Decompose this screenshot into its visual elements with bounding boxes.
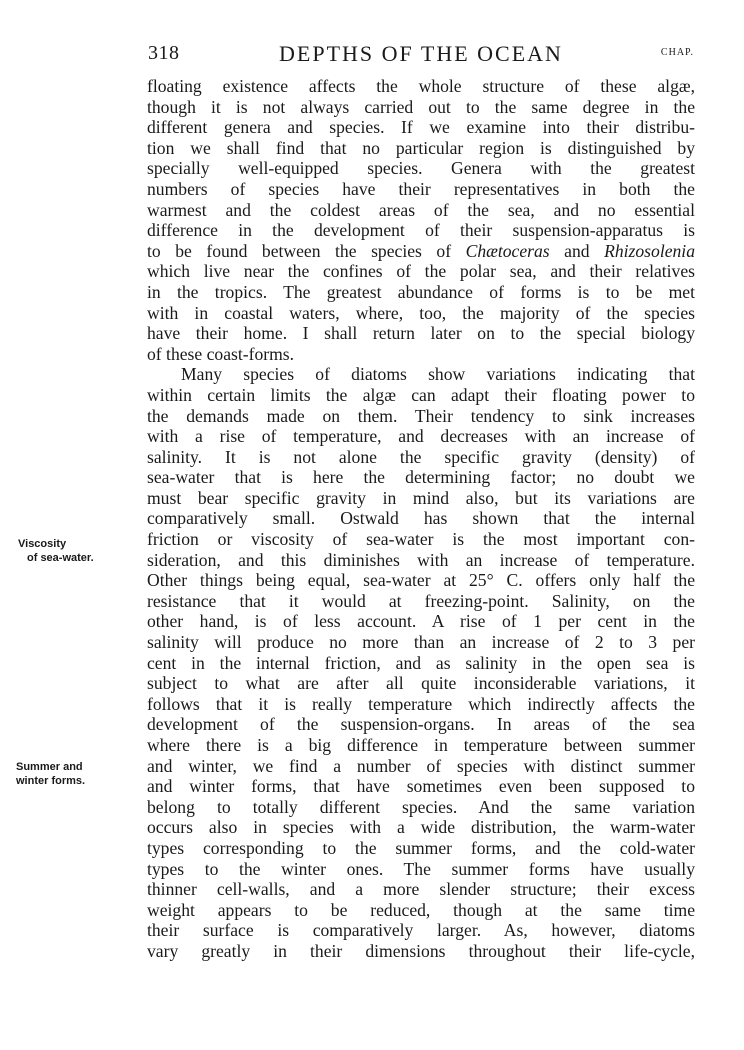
text-line: tion we shall find that no particular region is distinguished by bbox=[147, 137, 695, 158]
text-line: floating existence affects the whole structure of these algæ, bbox=[147, 76, 695, 96]
text-line: types to the winter ones. The summer forms have usually bbox=[147, 858, 695, 879]
text-line: Many species of diatoms show variations indicating that bbox=[181, 364, 695, 385]
genus-name: Chætoceras bbox=[465, 240, 550, 261]
text-line: their surface is comparatively larger. As, however, diatoms bbox=[147, 920, 695, 941]
text-line: and winter, we find a number of species with distinct summer bbox=[147, 755, 695, 776]
text-line: weight appears to be reduced, though at the same time bbox=[147, 899, 695, 920]
text-line: follows that it is really temperature which indirectly affects the bbox=[147, 693, 695, 714]
text-line: different genera and species. If we examine into their distribu- bbox=[147, 117, 695, 138]
margin-note-line: winter forms. bbox=[16, 775, 86, 787]
text-line: subject to what are after all quite inconsiderable variations, it bbox=[147, 673, 695, 694]
text-line: specially well-equipped species. Genera with the greatest bbox=[147, 158, 695, 179]
text-line: have their home. I shall return later on to the special biology bbox=[147, 323, 695, 344]
text-line: with in coastal waters, where, too, the majority of the species bbox=[147, 302, 695, 323]
text-line: sea-water that is here the determining factor; no doubt we bbox=[147, 467, 695, 488]
text-line: cent in the internal friction, and as salinity in the open sea is bbox=[147, 652, 695, 673]
running-title: DEPTHS OF THE OCEAN bbox=[279, 41, 563, 66]
text-line: and winter forms, that have sometimes even been supposed to bbox=[147, 776, 695, 797]
text-line: difference in the development of their suspension-apparatus is bbox=[147, 220, 695, 241]
chapter-mark: CHAP. bbox=[660, 47, 694, 58]
text-line: occurs also in species with a wide distribution, the warm-water bbox=[147, 817, 695, 838]
text-line: friction or viscosity of sea-water is the most important con- bbox=[147, 529, 695, 550]
text-line: warmest and the coldest areas of the sea, and no essential bbox=[147, 199, 695, 220]
text-line: numbers of species have their representatives in both the bbox=[147, 178, 695, 199]
text-line: belong to totally different species. And the same variation bbox=[147, 796, 695, 817]
text-line: where there is a big difference in temperature between summer bbox=[147, 735, 695, 755]
margin-note-line: Viscosity bbox=[18, 538, 67, 550]
text-line: types corresponding to the summer forms, and the cold-water bbox=[147, 837, 695, 858]
text-line: comparatively small. Ostwald has shown that the internal bbox=[147, 508, 695, 529]
genus-name: Rhizosolenia bbox=[604, 240, 695, 261]
text-line: development of the suspension-organs. In areas of the sea bbox=[147, 714, 695, 735]
text-line: Other things being equal, sea-water at 25° C. offers only half the bbox=[147, 570, 695, 591]
text-line: sideration, and this diminishes with an increase of temperature. bbox=[147, 549, 695, 570]
text-line: salinity. It is not alone the specific gravity (density) of bbox=[147, 446, 695, 467]
text-line: the demands made on them. Their tendency to sink increases bbox=[147, 405, 695, 426]
text-line: though it is not always carried out to the same degree in the bbox=[147, 96, 695, 117]
text-line: must bear specific gravity in mind also, but its variations are bbox=[147, 487, 695, 508]
text-line: vary greatly in their dimensions throughout their life-cycle, bbox=[147, 940, 695, 961]
margin-note-summer-winter bbox=[16, 760, 134, 788]
text-line-with-italics bbox=[147, 241, 695, 262]
text-line: in the tropics. The greatest abundance of forms is to be met bbox=[147, 281, 695, 302]
margin-note-viscosity bbox=[16, 537, 134, 565]
text-line: which live near the confines of the polar sea, and their relatives bbox=[147, 261, 695, 282]
text-line: within certain limits the algæ can adapt their floating power to bbox=[147, 384, 695, 405]
text-run: to be found between the species of bbox=[147, 240, 466, 261]
text-run: and bbox=[549, 240, 605, 261]
text-line: thinner cell-walls, and a more slender structure; their excess bbox=[147, 879, 695, 900]
page-number: 318 bbox=[148, 42, 180, 64]
text-line: resistance that it would at freezing-point. Salinity, on the bbox=[147, 590, 695, 611]
text-line: salinity will produce no more than an increase of 2 to 3 per bbox=[147, 632, 695, 653]
text-line: other hand, is of less account. A rise of 1 per cent in the bbox=[147, 611, 695, 632]
body-text bbox=[147, 76, 695, 962]
page-header bbox=[148, 42, 694, 70]
margin-note-line: Summer and bbox=[16, 761, 83, 773]
text-line: with a rise of temperature, and decreases with an increase of bbox=[147, 426, 695, 447]
text-line: of these coast-forms. bbox=[147, 343, 295, 364]
margin-note-line: of sea-water. bbox=[27, 552, 94, 564]
